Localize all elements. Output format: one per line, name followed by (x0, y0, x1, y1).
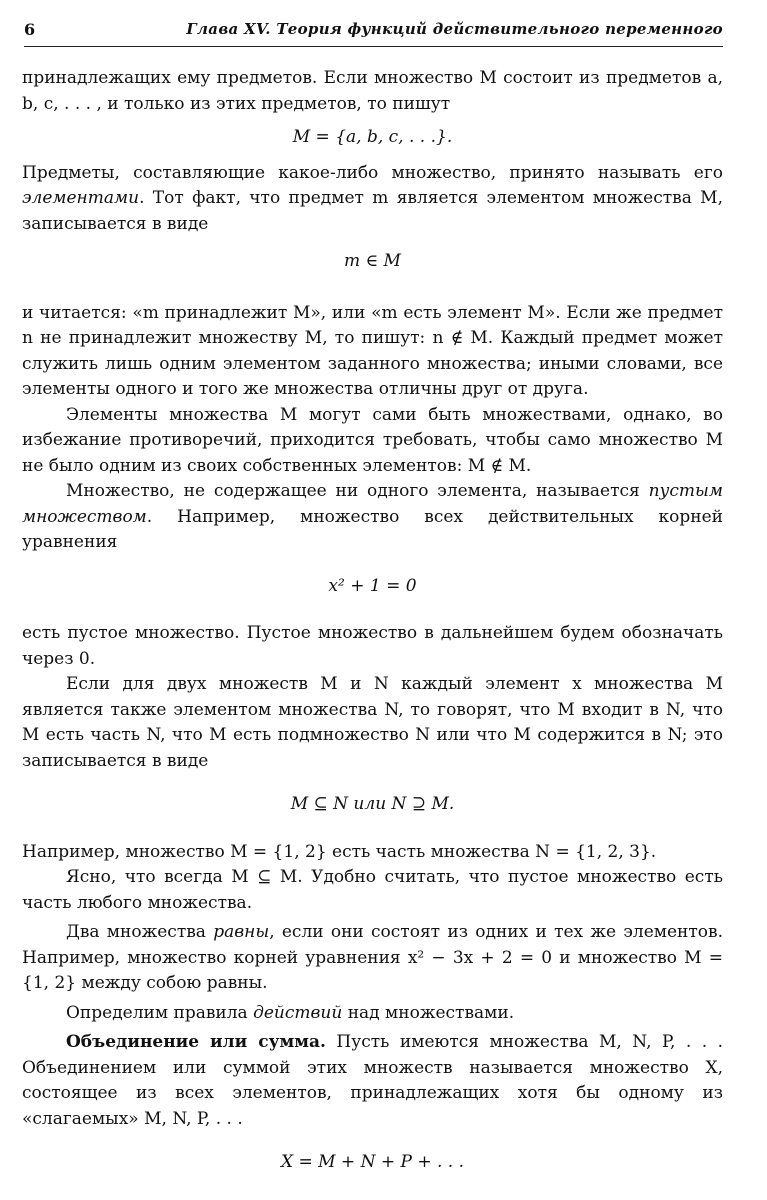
term-empty-set: пустым множеством (22, 481, 723, 527)
formula-set-definition: M = {a, b, c, . . .}. (292, 127, 453, 147)
term-equal: равны (213, 922, 270, 942)
paragraph: Если для двух множеств M и N каждый элемент x множества M является также элементом множества N, то говорят, что M входит в N, что M есть часть N, что M есть подмножество N или что M содержится в N; это записывается в виде (22, 674, 723, 771)
page-number: 6 (24, 20, 36, 39)
term-operations: действий (253, 1002, 343, 1023)
paragraph: Ясно, что всегда M ⊆ M. Удобно считать, что пустое множество есть часть любого множества. (22, 867, 723, 913)
formula-union: X = M + N + P + . . . (280, 1152, 465, 1172)
paragraph: есть пустое множество. Пустое множество в дальнейшем будем обозначать через 0. (22, 623, 723, 669)
paragraph: Определим правила действий над множествами. (66, 1002, 515, 1023)
paragraph: Два множества равны, если они состоят из одних и тех же элементов. Например, множество корней уравнения x² − 3x + 2 = 0 и множество M = {1, 2} между собою равны. (22, 922, 723, 993)
formula-membership: m ∈ M (344, 251, 401, 271)
paragraph: Объединение или сумма. Пусть имеются множества M, N, P, . . . Объединением или суммой этих множеств называется множество X, состоящее из всех элементов, принадлежащих хотя бы одному из «слагаемых» M, N, P, . . . (22, 1032, 723, 1129)
paragraph: и читается: «m принадлежит M», или «m есть элемент M». Если же предмет n не принадлежит множеству M, то пишут: n ∉ M. Каждый предмет может служить лишь одним элементом заданного множества; иными словами, все элементы одного и того же множества отличны друг от друга. (22, 302, 723, 399)
paragraph: Элементы множества M могут сами быть множествами, однако, во избежание противоречий, приходится требовать, чтобы само множество M не было одним из своих собственных элементов: M ∉ M. (22, 404, 723, 476)
paragraph: Например, множество M = {1, 2} есть часть множества N = {1, 2, 3}. (22, 841, 657, 862)
term-elements: элементами (22, 188, 140, 208)
formula-equation: x² + 1 = 0 (328, 575, 417, 596)
running-head: Глава XV. Теория функций действительного переменного (186, 20, 723, 38)
section-heading-union: Объединение или сумма. (66, 1032, 326, 1052)
page-body (22, 66, 723, 1198)
paragraph: Предметы, составляющие какое-либо множество, принято называть его элементами. Тот факт, что предмет m является элементом множества M, записывается в виде (22, 162, 723, 234)
formula-subset: M ⊆ N или N ⊇ M. (290, 794, 455, 814)
paragraph: принадлежащих ему предметов. Если множество M состоит из предметов a, b, c, . . . , и только из этих предметов, то пишут (22, 68, 723, 114)
page-header (24, 20, 723, 47)
paragraph: Множество, не содержащее ни одного элемента, называется пустым множеством. Например, множество всех действительных корней уравнения (22, 481, 723, 552)
